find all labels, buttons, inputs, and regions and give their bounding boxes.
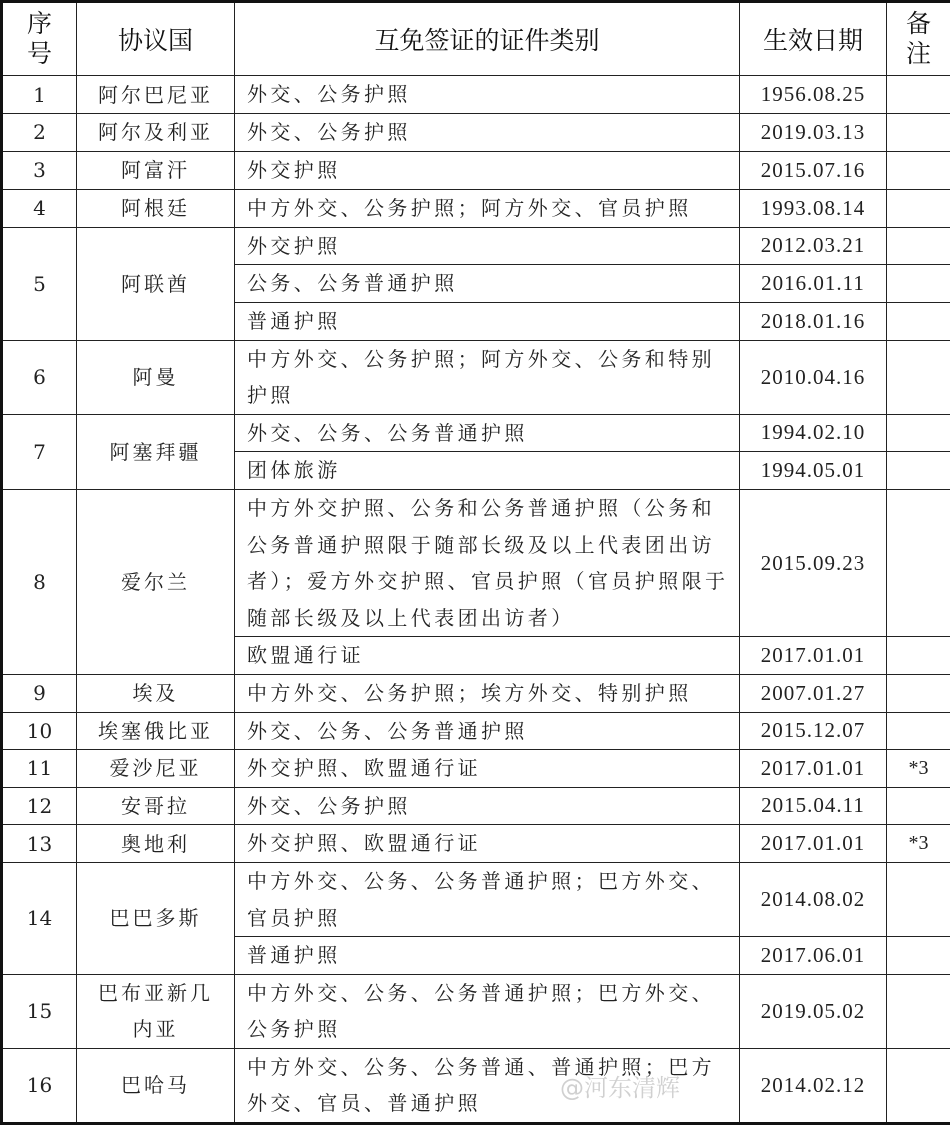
effective-date: 1993.08.14 <box>740 189 887 227</box>
remark: *3 <box>887 750 950 788</box>
effective-date: 2017.01.01 <box>740 637 887 675</box>
table-row <box>2 750 950 788</box>
effective-date: 1994.05.01 <box>740 452 887 490</box>
remark <box>887 712 950 750</box>
table-row <box>2 974 950 1048</box>
passport-types: 普通护照 <box>235 303 740 341</box>
country-name: 埃及 <box>77 674 235 712</box>
table-row <box>2 114 950 152</box>
table-row <box>2 712 950 750</box>
country-name: 巴布亚新几内亚 <box>77 974 235 1048</box>
effective-date: 2019.03.13 <box>740 114 887 152</box>
effective-date: 2017.01.01 <box>740 825 887 863</box>
country-name: 巴巴多斯 <box>77 863 235 975</box>
country-name: 阿尔及利亚 <box>77 114 235 152</box>
country-name: 阿曼 <box>77 340 235 414</box>
effective-date: 2014.08.02 <box>740 863 887 937</box>
effective-date: 2014.02.12 <box>740 1048 887 1123</box>
remark <box>887 637 950 675</box>
remark <box>887 189 950 227</box>
header-row <box>2 2 950 76</box>
table-row <box>2 340 950 414</box>
remark <box>887 787 950 825</box>
row-number: 16 <box>2 1048 77 1123</box>
effective-date: 2016.01.11 <box>740 265 887 303</box>
table-body <box>2 76 950 1124</box>
row-number: 14 <box>2 863 77 975</box>
effective-date: 2015.12.07 <box>740 712 887 750</box>
passport-types: 中方外交、公务护照；埃方外交、特别护照 <box>235 674 740 712</box>
country-name: 阿富汗 <box>77 151 235 189</box>
header-note: 备注 <box>887 2 950 76</box>
passport-types: 团体旅游 <box>235 452 740 490</box>
table-row <box>2 151 950 189</box>
remark <box>887 974 950 1048</box>
remark <box>887 151 950 189</box>
country-name: 奥地利 <box>77 825 235 863</box>
effective-date: 2017.06.01 <box>740 937 887 975</box>
row-number: 15 <box>2 974 77 1048</box>
country-name: 阿联酋 <box>77 227 235 340</box>
passport-types: 外交、公务护照 <box>235 787 740 825</box>
remark <box>887 863 950 937</box>
effective-date: 1994.02.10 <box>740 414 887 452</box>
row-number: 9 <box>2 674 77 712</box>
remark <box>887 937 950 975</box>
table-row <box>2 863 950 937</box>
effective-date: 1956.08.25 <box>740 76 887 114</box>
row-number: 13 <box>2 825 77 863</box>
header-no: 序号 <box>2 2 77 76</box>
effective-date: 2015.04.11 <box>740 787 887 825</box>
passport-types: 中方外交、公务、公务普通、普通护照；巴方外交、官员、普通护照 <box>235 1048 740 1123</box>
row-number: 7 <box>2 414 77 490</box>
passport-types: 公务、公务普通护照 <box>235 265 740 303</box>
table-row <box>2 414 950 452</box>
effective-date: 2007.01.27 <box>740 674 887 712</box>
remark <box>887 303 950 341</box>
country-name: 埃塞俄比亚 <box>77 712 235 750</box>
remark <box>887 490 950 637</box>
table-row <box>2 1048 950 1123</box>
passport-types: 外交、公务、公务普通护照 <box>235 414 740 452</box>
row-number: 2 <box>2 114 77 152</box>
passport-types: 外交护照、欧盟通行证 <box>235 825 740 863</box>
table-row <box>2 674 950 712</box>
row-number: 12 <box>2 787 77 825</box>
effective-date: 2017.01.01 <box>740 750 887 788</box>
passport-types: 普通护照 <box>235 937 740 975</box>
remark <box>887 114 950 152</box>
remark <box>887 452 950 490</box>
country-name: 安哥拉 <box>77 787 235 825</box>
passport-types: 外交、公务、公务普通护照 <box>235 712 740 750</box>
table-row <box>2 825 950 863</box>
country-name: 爱沙尼亚 <box>77 750 235 788</box>
table-row <box>2 227 950 265</box>
passport-types: 中方外交护照、公务和公务普通护照（公务和公务普通护照限于随部长级及以上代表团出访者）；爱方外交护照、官员护照（官员护照限于随部长级及以上代表团出访者） <box>235 490 740 637</box>
watermark: @河东清辉 <box>560 1068 680 1103</box>
effective-date: 2015.07.16 <box>740 151 887 189</box>
passport-types: 外交、公务护照 <box>235 76 740 114</box>
country-name: 爱尔兰 <box>77 490 235 675</box>
table-row <box>2 490 950 637</box>
passport-types: 外交护照 <box>235 227 740 265</box>
passport-types: 中方外交、公务、公务普通护照；巴方外交、官员护照 <box>235 863 740 937</box>
row-number: 5 <box>2 227 77 340</box>
effective-date: 2010.04.16 <box>740 340 887 414</box>
effective-date: 2018.01.16 <box>740 303 887 341</box>
passport-types: 外交护照 <box>235 151 740 189</box>
country-name: 阿尔巴尼亚 <box>77 76 235 114</box>
passport-types: 中方外交、公务护照；阿方外交、公务和特别护照 <box>235 340 740 414</box>
remark <box>887 674 950 712</box>
remark <box>887 265 950 303</box>
row-number: 10 <box>2 712 77 750</box>
remark <box>887 76 950 114</box>
remark <box>887 227 950 265</box>
remark <box>887 1048 950 1123</box>
remark <box>887 414 950 452</box>
country-name: 巴哈马 <box>77 1048 235 1123</box>
row-number: 11 <box>2 750 77 788</box>
passport-types: 外交、公务护照 <box>235 114 740 152</box>
row-number: 8 <box>2 490 77 675</box>
table-row <box>2 189 950 227</box>
country-name: 阿塞拜疆 <box>77 414 235 490</box>
passport-types: 中方外交、公务护照；阿方外交、官员护照 <box>235 189 740 227</box>
header-country: 协议国 <box>77 2 235 76</box>
remark: *3 <box>887 825 950 863</box>
effective-date: 2012.03.21 <box>740 227 887 265</box>
row-number: 1 <box>2 76 77 114</box>
table-row <box>2 787 950 825</box>
header-types: 互免签证的证件类别 <box>235 2 740 76</box>
passport-types: 中方外交、公务、公务普通护照；巴方外交、公务护照 <box>235 974 740 1048</box>
effective-date: 2019.05.02 <box>740 974 887 1048</box>
row-number: 3 <box>2 151 77 189</box>
row-number: 4 <box>2 189 77 227</box>
country-name: 阿根廷 <box>77 189 235 227</box>
header-date: 生效日期 <box>740 2 887 76</box>
remark <box>887 340 950 414</box>
passport-types: 欧盟通行证 <box>235 637 740 675</box>
effective-date: 2015.09.23 <box>740 490 887 637</box>
row-number: 6 <box>2 340 77 414</box>
table-row <box>2 76 950 114</box>
passport-types: 外交护照、欧盟通行证 <box>235 750 740 788</box>
